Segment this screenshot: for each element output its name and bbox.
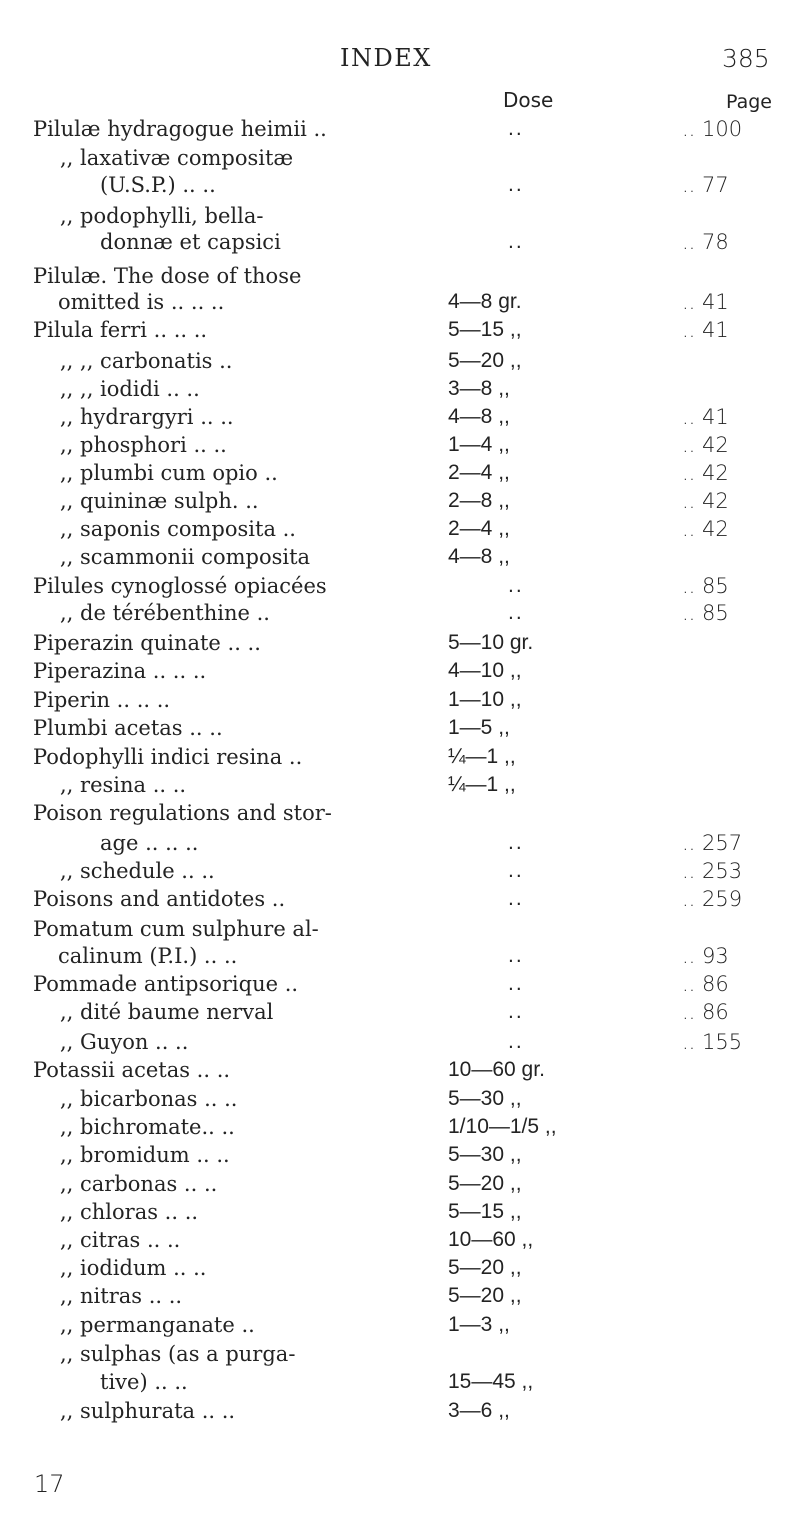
index-entry: [0, 545, 800, 577]
dose-column-heading: Dose: [503, 88, 554, 112]
entry-name: ,, ,, iodidi .. ..: [60, 377, 200, 401]
entry-dose: ..: [508, 1030, 524, 1053]
index-entry: [0, 230, 800, 262]
entry-page: .. 42: [682, 433, 729, 457]
index-entry: [0, 659, 800, 691]
running-title: INDEX: [340, 44, 432, 72]
entry-name: ,, permanganate ..: [60, 1313, 255, 1337]
entry-name: ,, de térébenthine ..: [60, 601, 270, 625]
entry-name: Piperazina .. .. ..: [33, 659, 207, 683]
entry-name: Piperazin quinate .. ..: [33, 631, 261, 655]
entry-dose: ..: [508, 1000, 524, 1023]
entry-dose: ¼—1 ,,: [448, 745, 516, 768]
entry-dose: 1—5 ,,: [448, 716, 510, 739]
entry-name: Pilules cynoglossé opiacées: [33, 574, 327, 598]
entry-name: Piperin .. .. ..: [33, 688, 171, 712]
entry-page: .. 41: [682, 290, 729, 314]
signature-mark: 17: [34, 1470, 65, 1498]
entry-dose: 5—20 ,,: [448, 1284, 522, 1307]
entry-dose: 1—4 ,,: [448, 433, 510, 456]
entry-name: Podophylli indici resina ..: [33, 745, 303, 769]
entry-name: Pilula ferri .. .. ..: [33, 318, 208, 342]
entry-name: ,, laxativæ compositæ: [60, 146, 294, 170]
entry-page: .. 86: [682, 1000, 729, 1024]
entry-page: .. 42: [682, 489, 729, 513]
index-entry: [0, 318, 800, 350]
entry-name: ,, sulphurata .. ..: [60, 1399, 236, 1423]
entry-page: .. 77: [682, 173, 729, 197]
entry-name: ,, sulphas (as a purga-: [60, 1342, 296, 1366]
page-number: 385: [722, 44, 770, 73]
index-entry: [0, 1313, 800, 1345]
index-entry: [0, 117, 800, 149]
index-entry: [0, 1399, 800, 1431]
entry-dose: 1—3 ,,: [448, 1313, 510, 1336]
entry-dose: 5—10 gr.: [448, 631, 534, 654]
entry-name: ,, bromidum .. ..: [60, 1143, 230, 1167]
entry-dose: 2—4 ,,: [448, 517, 510, 540]
entry-page: .. 42: [682, 461, 729, 485]
entry-dose: ..: [508, 944, 524, 967]
entry-dose: 4—8 ,,: [448, 545, 510, 568]
entry-dose: ..: [508, 173, 524, 196]
entry-name: (U.S.P.) .. ..: [100, 173, 216, 197]
entry-dose: 3—6 ,,: [448, 1399, 510, 1422]
entry-dose: ¼—1 ,,: [448, 773, 516, 796]
entry-name: Pommade antipsorique ..: [33, 972, 299, 996]
entry-name: Plumbi acetas .. ..: [33, 716, 223, 740]
entry-dose: 15—45 ,,: [448, 1370, 534, 1393]
entry-page: .. 78: [682, 230, 729, 254]
entry-page: .. 41: [682, 318, 729, 342]
entry-dose: 1/10—1/5 ,,: [448, 1115, 557, 1138]
entry-page: .. 259: [682, 887, 743, 911]
entry-page: .. 85: [682, 601, 729, 625]
entry-name: ,, saponis composita ..: [60, 517, 296, 541]
entry-dose: 5—30 ,,: [448, 1087, 522, 1110]
entry-page: .. 253: [682, 859, 743, 883]
entry-dose: ..: [508, 831, 524, 854]
entry-dose: ..: [508, 117, 524, 140]
entry-name: age .. .. ..: [100, 831, 199, 855]
index-entry: [0, 716, 800, 748]
index-entry: [0, 1058, 800, 1090]
entry-dose: 10—60 ,,: [448, 1228, 534, 1251]
index-entry: [0, 1370, 800, 1402]
entry-page: .. 155: [682, 1030, 743, 1054]
entry-dose: 4—8 ,,: [448, 405, 510, 428]
entry-dose: 5—15 ,,: [448, 1200, 522, 1223]
index-entry: [0, 173, 800, 205]
entry-page: .. 86: [682, 972, 729, 996]
entry-dose: ..: [508, 859, 524, 882]
entry-dose: 2—4 ,,: [448, 461, 510, 484]
entry-name: omitted is .. .. ..: [58, 290, 225, 314]
entry-dose: ..: [508, 574, 524, 597]
entry-name: ,, Guyon .. ..: [60, 1030, 189, 1054]
entry-dose: ..: [508, 887, 524, 910]
entry-name: ,, resina .. ..: [60, 773, 187, 797]
entry-name: ,, nitras .. ..: [60, 1284, 183, 1308]
entry-name: Poison regulations and stor-: [33, 801, 332, 825]
entry-page: .. 93: [682, 944, 729, 968]
entry-name: ,, quininæ sulph. ..: [60, 489, 259, 513]
entry-name: ,, hydrargyri .. ..: [60, 405, 234, 429]
entry-dose: 4—10 ,,: [448, 659, 522, 682]
entry-dose: 5—15 ,,: [448, 318, 522, 341]
entry-dose: 5—30 ,,: [448, 1143, 522, 1166]
entry-name: ,, phosphori .. ..: [60, 433, 227, 457]
entry-dose: 4—8 gr.: [448, 290, 522, 313]
entry-dose: 5—20 ,,: [448, 1256, 522, 1279]
entry-name: ,, podophylli, bella-: [60, 204, 264, 228]
index-entry: [0, 601, 800, 633]
entry-dose: ..: [508, 972, 524, 995]
entry-page: .. 257: [682, 831, 743, 855]
entry-name: tive) .. ..: [100, 1370, 188, 1394]
entry-name: ,, schedule .. ..: [60, 859, 215, 883]
entry-page: .. 42: [682, 517, 729, 541]
entry-name: ,, chloras .. ..: [60, 1200, 199, 1224]
entry-dose: 5—20 ,,: [448, 1172, 522, 1195]
entry-name: Poisons and antidotes ..: [33, 887, 286, 911]
entry-name: ,, dité baume nerval: [60, 1000, 274, 1024]
page-column-heading: Page: [726, 91, 772, 113]
entry-name: Pilulæ. The dose of those: [33, 264, 302, 288]
index-entry: [0, 1284, 800, 1316]
entry-name: ,, iodidum .. ..: [60, 1256, 207, 1280]
entry-name: ,, bicarbonas .. ..: [60, 1087, 238, 1111]
entry-dose: 2—8 ,,: [448, 489, 510, 512]
entry-page: .. 100: [682, 117, 743, 141]
entry-name: ,, citras .. ..: [60, 1228, 181, 1252]
entry-name: ,, ,, carbonatis ..: [60, 349, 233, 373]
entry-dose: ..: [508, 230, 524, 253]
entry-dose: 10—60 gr.: [448, 1058, 545, 1081]
entry-page: .. 41: [682, 405, 729, 429]
entry-dose: 5—20 ,,: [448, 349, 522, 372]
entry-page: .. 85: [682, 574, 729, 598]
entry-name: ,, scammonii composita: [60, 545, 311, 569]
index-entry: [0, 1000, 800, 1032]
entry-dose: 1—10 ,,: [448, 688, 522, 711]
entry-dose: 3—8 ,,: [448, 377, 510, 400]
index-entry: [0, 887, 800, 919]
entry-name: donnæ et capsici: [100, 230, 281, 254]
entry-name: ,, bichromate.. ..: [60, 1115, 235, 1139]
entry-name: Pilulæ hydragogue heimii ..: [33, 117, 327, 141]
entry-name: Pomatum cum sulphure al-: [33, 917, 319, 941]
index-entry: [0, 801, 800, 833]
entry-dose: ..: [508, 601, 524, 624]
entry-name: Potassii acetas .. ..: [33, 1058, 231, 1082]
entry-name: ,, carbonas .. ..: [60, 1172, 218, 1196]
index-entry: [0, 1143, 800, 1175]
entry-name: calinum (P.I.) .. ..: [58, 944, 238, 968]
entry-name: ,, plumbi cum opio ..: [60, 461, 278, 485]
